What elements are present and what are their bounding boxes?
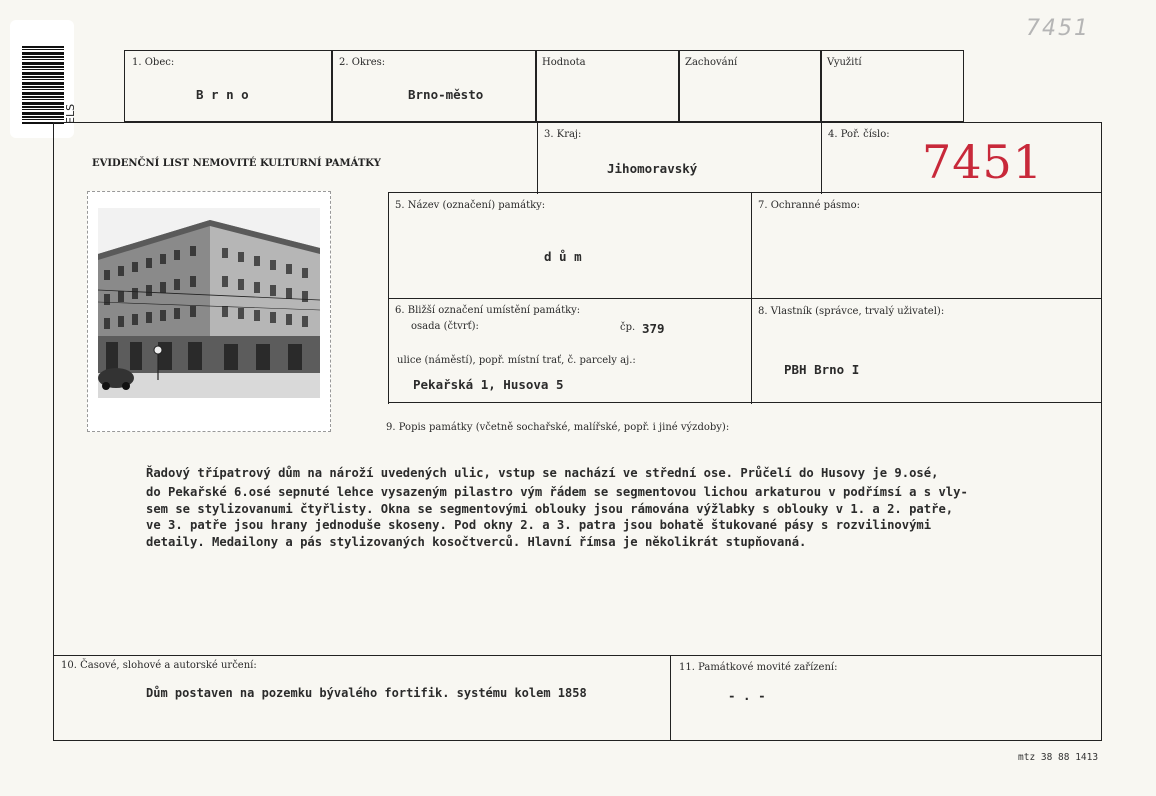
por-cislo-label: 4. Poř. číslo: (828, 129, 890, 140)
okres-label: 2. Okres: (339, 57, 386, 68)
barcode-icon (22, 46, 64, 124)
obec-value: B r n o (196, 87, 249, 102)
nazev-value: d ů m (544, 249, 582, 264)
divider (670, 655, 671, 741)
divider (388, 192, 1102, 193)
divider (821, 122, 822, 194)
casove-label: 10. Časové, slohové a autorské určení: (61, 660, 257, 671)
document-title: EVIDENČNÍ LIST NEMOVITÉ KULTURNÍ PAMÁTKY (92, 158, 381, 169)
nazev-label: 5. Název (označení) památky: (395, 200, 546, 211)
barcode-text: ELS (64, 103, 77, 124)
okres-value: Brno-město (408, 87, 484, 102)
vlastnik-value: PBH Brno I (784, 362, 860, 377)
barcode-sticker (10, 20, 77, 138)
popis-line-4: ve 3. patře jsou hrany jednoduše skoseny. Pod okny 2. a 3. patra jsou bohatě štukované pásy s rozvilinovými (146, 518, 932, 532)
zachovani-label: Zachování (685, 57, 738, 68)
building-photo-frame (87, 191, 331, 432)
divider (53, 655, 1102, 656)
popis-line-1: Řadový třípatrový dům na nároží uvedených ulic, vstup se nachází ve střední ose. Průčelí do Husovy je 9.osé, (146, 466, 939, 480)
popis-line-5: detaily. Medailony a pás stylizovaných kosočtverců. Hlavní římsa je několikrát stupňovaná. (146, 535, 807, 549)
umisteni-label: 6. Bližší označení umístění památky: (395, 305, 581, 316)
divider (388, 402, 1102, 403)
print-code: mtz 38 88 1413 (1018, 752, 1099, 763)
obec-label: 1. Obec: (132, 57, 175, 68)
divider (388, 298, 1102, 299)
casove-value: Dům postaven na pozemku bývalého fortifik. systému kolem 1858 (146, 686, 587, 700)
pencil-number: 7451 (1026, 16, 1090, 41)
vyuziti-label: Využití (827, 57, 862, 68)
building-photo (98, 208, 320, 398)
vlastnik-label: 8. Vlastník (správce, trvalý uživatel): (758, 306, 945, 317)
cp-label: čp. (620, 322, 636, 333)
ulice-value: Pekařská 1, Husova 5 (413, 377, 564, 392)
hodnota-label: Hodnota (542, 57, 586, 68)
osada-label: osada (čtvrť): (411, 321, 479, 332)
registration-number: 7451 (922, 135, 1044, 189)
ulice-label: ulice (náměstí), popř. místní trať, č. parcely aj.: (397, 355, 636, 366)
movite-label: 11. Památkové movité zařízení: (679, 662, 838, 673)
kraj-label: 3. Kraj: (544, 129, 582, 140)
movite-value: - . - (728, 688, 766, 703)
kraj-value: Jihomoravský (607, 161, 698, 176)
popis-label: 9. Popis památky (včetně sochařské, malířské, popř. i jiné výzdoby): (386, 422, 730, 433)
popis-line-2: do Pekařské 6.osé sepnuté lehce vysazeným pilastro vým řádem se segmentovou lichou arkaturou v podřímsí a s vly- (146, 485, 968, 499)
cp-value: 379 (642, 321, 665, 336)
popis-line-3: sem se stylizovanumi čtyřlisty. Okna se segmentovými oblouky jsou rámována výžlabky s oblouky v 1. a 2. patře, (146, 502, 954, 516)
divider (537, 122, 538, 194)
ochranne-pasmo-label: 7. Ochranné pásmo: (758, 200, 861, 211)
